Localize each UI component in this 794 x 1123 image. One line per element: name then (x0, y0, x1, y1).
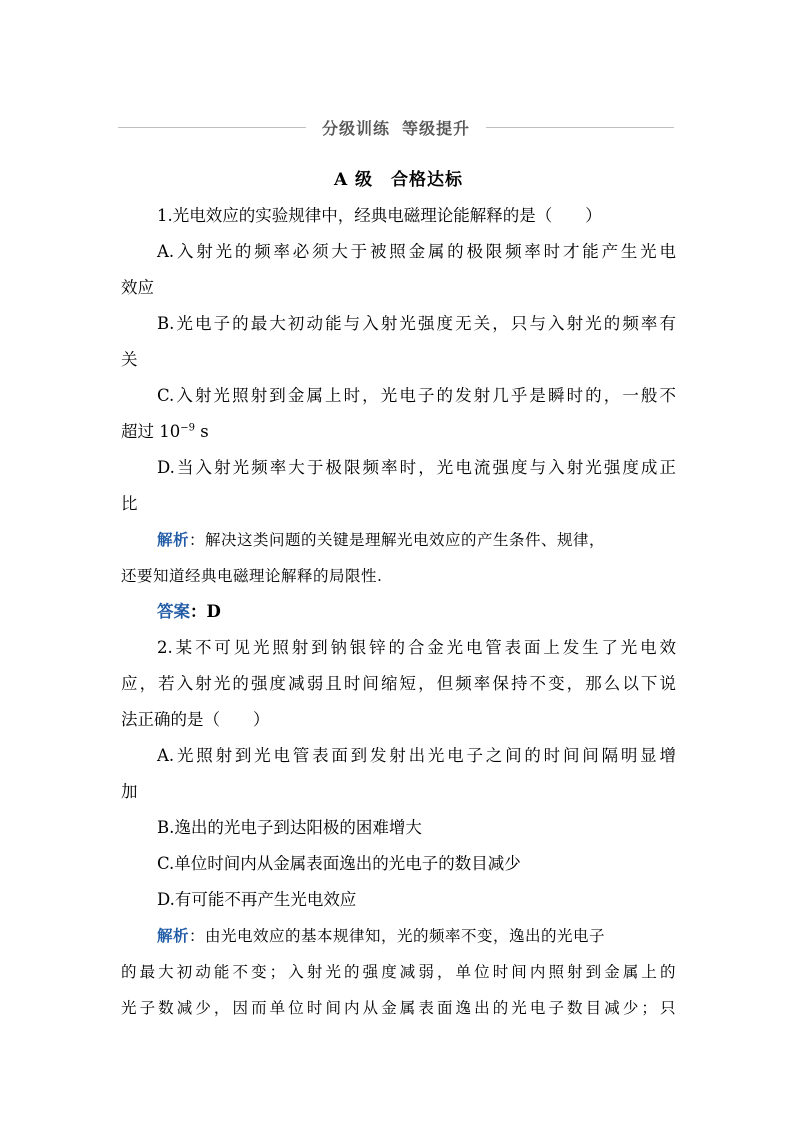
q1-option-d-line1: D.当入射光频率大于极限频率时，光电流强度与入射光强度成正 (157, 458, 676, 477)
q1-option-a-line2: 效应 (121, 278, 154, 297)
q2-option-c: C.单位时间内从金属表面逸出的光电子的数目减少 (157, 854, 521, 873)
q2-explanation-line2: 的最大初动能不变；入射光的强度减弱，单位时间内照射到金属上的 (121, 963, 676, 981)
q1-option-c-line1: C.入射光照射到金属上时，光电子的发射几乎是瞬时的，一般不 (157, 386, 676, 405)
q1-option-d-line2: 比 (121, 494, 138, 513)
q1-option-c-line2 (121, 414, 676, 450)
q2-option-a-line2: 加 (121, 782, 138, 801)
banner-text (306, 116, 486, 139)
banner-rule-left (118, 127, 306, 128)
banner-right-label: 等级提升 (402, 118, 471, 138)
q2-explanation-line3: 光子数减少，因而单位时间内从金属表面逸出的光电子数目减少；只 (121, 999, 676, 1017)
q1-explanation-line2: 还要知道经典电磁理论解释的局限性. (121, 567, 383, 585)
q1-explanation-label: 解析 (157, 531, 190, 549)
q1-c-post: s (195, 422, 209, 441)
q2-stem-line1: 2.某不可见光照射到钠银锌的合金光电管表面上发生了光电效 (157, 638, 676, 657)
question-2 (121, 630, 676, 1026)
question-1 (121, 198, 676, 630)
banner-left-label: 分级训练 (321, 118, 390, 138)
q2-option-a-line1: A.光照射到光电管表面到发射出光电子之间的时间间隔明显增 (157, 746, 676, 765)
q1-answer-label: 答案 (157, 602, 190, 621)
document-body (121, 162, 676, 1026)
q2-option-b: B.逸出的光电子到达阳极的困难增大 (157, 818, 422, 837)
q1-option-a-line1: A.入射光的频率必须大于被照金属的极限频率时才能产生光电 (157, 242, 676, 261)
q1-answer (121, 594, 676, 630)
q1-option-b-line2: 关 (121, 350, 138, 369)
q1-c-pre: 超过 10 (121, 422, 181, 441)
q2-explanation-text1: ：由光电效应的基本规律知，光的频率不变，逸出的光电子 (189, 927, 606, 945)
q1-explanation-line1 (121, 522, 676, 558)
q1-option-b-line1: B.光电子的最大初动能与入射光强度无关，只与入射光的频率有 (157, 314, 676, 333)
q1-stem: 1.光电效应的实验规律中，经典电磁理论能解释的是（ ） (157, 206, 602, 225)
banner-rule-right (486, 127, 674, 128)
q2-explanation-label: 解析 (157, 927, 190, 945)
q2-stem-line2: 应，若入射光的强度减弱且时间缩短，但频率保持不变，那么以下说 (121, 674, 676, 693)
level-title: A 级 合格达标 (333, 170, 464, 190)
q1-c-exponent: −9 (180, 422, 195, 434)
q2-stem-line3: 法正确的是（ ） (121, 710, 270, 729)
q1-explanation-text1: ：解决这类问题的关键是理解光电效应的产生条件、规律， (189, 531, 606, 549)
q1-answer-value: ：D (190, 602, 221, 621)
section-banner (118, 114, 674, 140)
q2-option-d: D.有可能不再产生光电效应 (157, 890, 357, 909)
q2-explanation-line1 (121, 918, 676, 954)
